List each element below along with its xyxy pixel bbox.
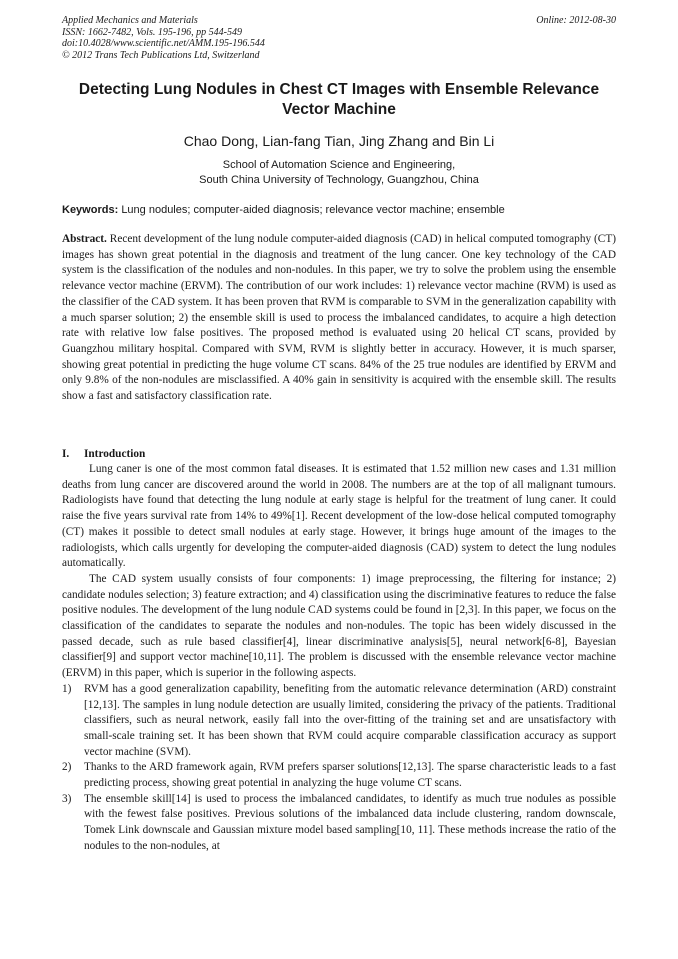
list-item-text: RVM has a good generalization capability, benefiting from the automatic relevance determination (ARD) constraint [12,13]. The samples in lung nodule detection are usually limited, considering the privacy of the patients. Traditional classifiers, such as neural network, easily fall into the over-fitting of the training set and are unsatisfactory with small-scale training set. It has been shown that RVM could acquire comparable classification accuracy as support vector machine (SVM). bbox=[84, 682, 616, 758]
keywords bbox=[62, 203, 616, 217]
list-item bbox=[62, 682, 616, 761]
list-marker: 1) bbox=[62, 682, 72, 695]
paper-title: Detecting Lung Nodules in Chest CT Images with Ensemble Relevance Vector Machine bbox=[78, 81, 600, 118]
journal-doi: doi:10.4028/www.scientific.net/AMM.195-196.544 bbox=[62, 38, 265, 49]
affiliation bbox=[62, 158, 616, 188]
list-item bbox=[62, 760, 616, 791]
journal-name: Applied Mechanics and Materials bbox=[62, 15, 198, 26]
list-item-text: The ensemble skill[14] is used to process the imbalanced candidates, to identify as much true nodules as possible with the fewest false positives. Previous solutions of the imbalanced data include clustering, random downscale, Tomek Link downscale and Gaussian mixture model based sampling[10, 11]. These methods increase the ratio of the nodules to the non-nodules, at bbox=[84, 792, 616, 852]
intro-paragraph-2: The CAD system usually consists of four components: 1) image preprocessing, the filtering for instance; 2) candidate nodules selection; 3) feature extraction; and 4) classification using the discriminative features to reduce the false positive nodules. The development of the lung nodule CAD systems could be found in [2,3]. In this paper, we focus on the classification of the candidates to separate the nodules and non-nodules. The topic has been widely discussed in the passed decade, such as rule based classifier[4], linear discriminative analysis[5], neural network[6-8], Bayesian classifier[9] and support vector machine[10,11]. The problem is discussed with the ensemble relevance vector machine (ERVM) in this paper, which is superior in the following aspects. bbox=[62, 572, 616, 680]
aspect-list bbox=[62, 682, 616, 855]
keywords-label: Keywords: bbox=[62, 204, 119, 216]
author-list: Chao Dong, Lian-fang Tian, Jing Zhang and Bin Li bbox=[183, 133, 495, 149]
section-title: Introduction bbox=[84, 448, 146, 460]
list-item-text: Thanks to the ARD framework again, RVM prefers sparser solutions[12,13]. The sparse characteristic leads to a fast predicting process, showing great potential in analyzing the huge volume CT scans. bbox=[84, 761, 616, 790]
intro-paragraph-1: Lung caner is one of the most common fatal diseases. It is estimated that 1.52 million new cases and 1.31 million deaths from lung cancer are discovered around the world in 2008. The numbers are at the top of all malignant tumours. Radiologists have found that detecting the lung nodule at early stage is helpful for the treatment of lung caner. It could raise the five years survival rate from 14% to 49%[1]. Recent development of the low-dose helical computed tomography (CT) makes it possible to detect small nodules at early stage. However, it brings huge amount of the images to the radiologists, which calls urgently for developing the computer-aided diagnosis (CAD) system to detect the lung nodules automatically. bbox=[62, 463, 616, 570]
journal-copyright: © 2012 Trans Tech Publications Ltd, Switzerland bbox=[62, 49, 260, 61]
list-item bbox=[62, 792, 616, 855]
online-date: Online: 2012-08-30 bbox=[536, 15, 616, 26]
abstract-label: Abstract. bbox=[62, 233, 107, 245]
section-number: I. bbox=[62, 448, 70, 460]
list-marker: 2) bbox=[62, 761, 72, 774]
affiliation-line-2: South China University of Technology, Guangzhou, China bbox=[199, 174, 479, 186]
introduction-body bbox=[62, 462, 616, 855]
section-heading bbox=[62, 447, 616, 461]
journal-issn: ISSN: 1662-7482, Vols. 195-196, pp 544-549 bbox=[62, 26, 242, 38]
journal-header bbox=[62, 15, 616, 61]
keywords-text: Lung nodules; computer-aided diagnosis; relevance vector machine; ensemble bbox=[121, 204, 505, 216]
abstract bbox=[62, 232, 616, 405]
list-marker: 3) bbox=[62, 792, 72, 805]
affiliation-line-1: School of Automation Science and Engineering, bbox=[222, 159, 456, 171]
abstract-text: Recent development of the lung nodule computer-aided diagnosis (CAD) in helical computed tomography (CT) images has shown great potential in the diagnosis and treatment of the lung cancer. One key technology of the CAD system is the classification of the nodules and non-nodules. In this paper, we try to solve the problem using the ensemble relevance vector machine (ERVM). The contribution of our work includes: 1) relevance vector machine (RVM) is used as the classifier of the CAD system. It has been proven that RVM is comparable to SVM in the generalization capability with a much sparser solution; 2) the ensemble skill is used to process the imbalanced candidates, to acquire a high detection rate with relative low false positives. The proposed method is evaluated using 20 helical CT scans, provided by Guangzhou military hospital. Compared with SVM, RVM is slightly better in accuracy. However, it is much sparser, showing great potential in predicting the huge volume CT scans. 84% of the 25 true nodules are identified by ERVM and only 9.8% of the non-nodules are misclassified. A 40% gain in sensitivity is acquired with the ensemble skill. The results show a fast and satisfactory classification rate. bbox=[62, 233, 616, 403]
